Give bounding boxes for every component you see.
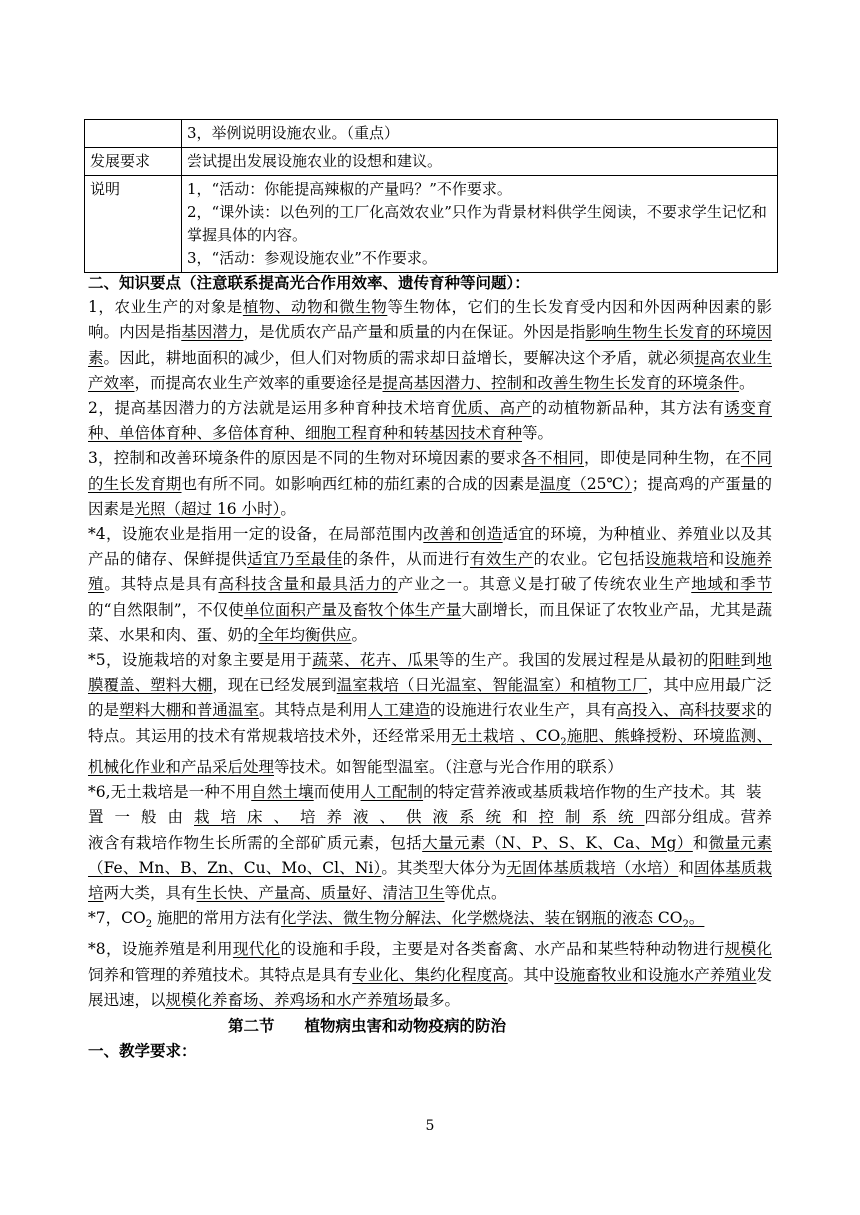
- table-line: 1，“活动：你能提高辣椒的产量吗？”不作要求。: [187, 180, 512, 198]
- paragraph-8: *8，设施养殖是利用现代化的设施和手段，主要是对各类畜禽、水产品和某些特种动物进行规模化饲养和管理的养殖技术。其特点是具有专业化、集约化程度高。其中设施畜牧业和设施水产养殖业发展迅速，以规模化养畜场、养鸡场和水产养殖场最多。: [88, 940, 772, 1009]
- table-line: 尝试提出发展设施农业的设想和建议。: [187, 152, 443, 170]
- paragraph-7: *7，$CO_2$ 施肥的常用方法有化学法、微生物分解法、化学燃烧法、装在钢瓶的液态 $CO_2$。: [88, 909, 705, 931]
- section-heading: 二、知识要点（注意联系提高光合作用效率、遗传育种等问题）：: [88, 273, 530, 292]
- teaching-requirements-heading: 一、教学要求：: [88, 1041, 197, 1061]
- main-content: [88, 270, 772, 1063]
- page-number: 5: [425, 1118, 435, 1134]
- table-line: 3，“活动：参观设施农业”不作要求。: [187, 249, 437, 267]
- table-cell-content: [182, 176, 778, 273]
- paragraph-6: *6,无土栽培是一种不用自然土壤而使用人工配制的特定营养液或基质栽培作物的生产技术。其装置一般由栽培床、培养液、供液系统和控制系统四部分组成。营养液含有栽培作物生长所需的全部矿质元素，包括大量元素（N、P、S、K、Ca、Mg）和微量元素（Fe、Mn、B、Zn、Cu、Mo、Cl、Ni）。其类型大体分为无固体基质栽培（水培）和固体基质栽培两大类，具有生长快、产量高、质量好、清洁卫生等优点。: [88, 783, 772, 902]
- table-cell-label: [85, 120, 182, 148]
- paragraph-5: *5，设施栽培的对象主要是用于蔬菜、花卉、瓜果等的生产。我国的发展过程是从最初的阳畦到地膜覆盖、塑料大棚，现在已经发展到温室栽培（日光温室、智能温室）和植物工厂，其中应用最广泛的是塑料大棚和普通温室。其特点是利用人工建造的设施进行农业生产，具有高投入、高科技要求的特点。其运用的技术有常规栽培技术外，还经常采用无土栽培 、$CO_2$施肥、熊蜂授粉、环境监测、机械化作业和产品采后处理等技术。如智能型温室。（注意与光合作用的联系）: [88, 651, 772, 776]
- paragraph-2: 2，提高基因潜力的方法就是运用多种育种技术培育优质、高产的动植物新品种，其方法有诱变育种、单倍体育种、多倍体育种、细胞工程育种和转基因技术育种等。: [88, 399, 772, 443]
- requirements-table: [84, 119, 778, 273]
- table-row: [85, 148, 778, 176]
- section-2-number: 第二节: [228, 1016, 275, 1036]
- table-row: [85, 120, 778, 148]
- table-cell-content: [182, 148, 778, 176]
- table-cell-content: [182, 120, 778, 148]
- section-2-heading: [88, 1013, 772, 1038]
- table-line: 3，举例说明设施农业。（重点）: [187, 124, 400, 142]
- table-cell-label: 说明: [85, 176, 182, 273]
- paragraph-4: *4，设施农业是指用一定的设备，在局部范围内改善和创造适宜的环境，为种植业、养殖业以及其产品的储存、保鲜提供适宜乃至最佳的条件，从而进行有效生产的农业。它包括设施栽培和设施养殖。其特点是具有高科技含量和最具活力的产业之一。其意义是打破了传统农业生产地域和季节的“自然限制”，不仅使单位面积产量及畜牧个体生产量大副增长，而且保证了农牧业产品，尤其是蔬菜、水果和肉、蛋、奶的全年均衡供应。: [88, 525, 772, 644]
- table-line: 2，“课外读：以色列的工厂化高效农业”只作为背景材料供学生阅读，不要求学生记忆和掌握具体的内容。: [187, 203, 767, 244]
- section-2-title: 植物病虫害和动物疫病的防治: [304, 1016, 507, 1036]
- paragraph-3: 3，控制和改善环境条件的原因是不同的生物对环境因素的要求各不相同，即使是同种生物，在不同的生长发育期也有所不同。如影响西红柿的茄红素的合成的因素是温度（25℃）；提高鸡的产蛋量的因素是光照（超过 16 小时）。: [88, 449, 772, 518]
- table-cell-label: 发展要求: [85, 148, 182, 176]
- paragraph-1: 1，农业生产的对象是植物、动物和微生物等生物体，它们的生长发育受内因和外因两种因素的影响。内因是指基因潜力，是优质农产品产量和质量的内在保证。外因是指影响生物生长发育的环境因素。因此，耕地面积的减少，但人们对物质的需求却日益增长，要解决这个矛盾，就必须提高农业生产效率，而提高农业生产效率的重要途径是提高基因潜力、控制和改善生物生长发育的环境条件。: [88, 298, 772, 392]
- table-row: [85, 176, 778, 273]
